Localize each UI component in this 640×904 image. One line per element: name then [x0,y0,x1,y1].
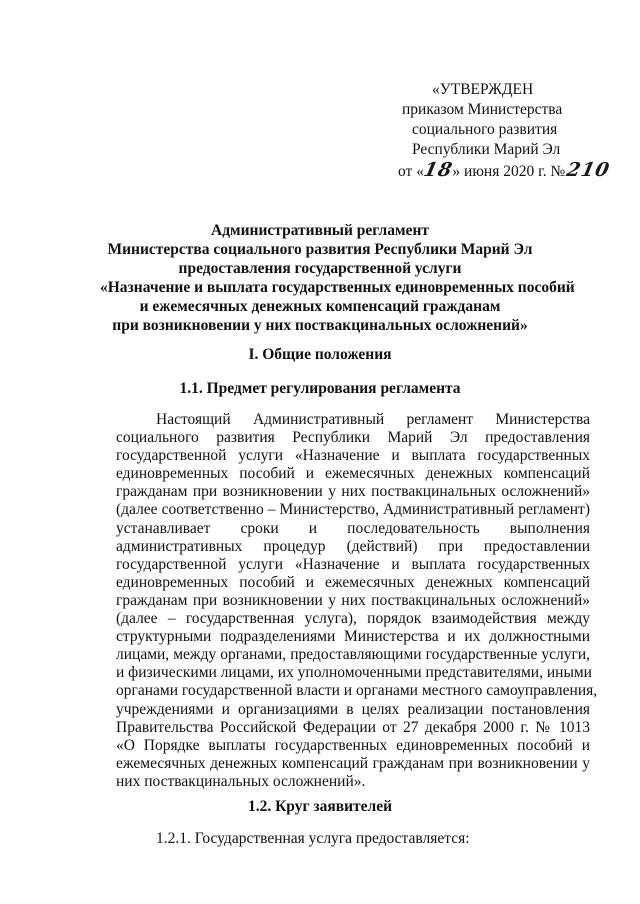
paragraph-line: и физическими лицами, их уполномоченными представителями, иными [116,664,592,682]
section-heading-general: I. Общие положения [248,346,392,363]
paragraph-line: учреждениями и организациями в целях реализации постановления [116,700,590,718]
paragraph-line: (далее – государственная услуга), порядок взаимодействия между [116,610,590,628]
date-prefix: от « [398,163,424,180]
handwritten-order-number: 210 [564,159,613,181]
subsection-heading-subject: 1.1. Предмет регулирования регламента [179,380,461,397]
paragraph-line: «О Порядке выплаты государственных единовременных пособий и [116,736,590,754]
paragraph-line: государственной услуги «Назначение и выплата государственных [116,447,590,465]
paragraph-line: единовременных пособий и ежемесячных денежных компенсаций [116,465,590,483]
paragraph-line: административных процедур (действий) при предоставлении [116,537,590,555]
approval-line-republic: Республики Марий Эл [412,141,561,158]
date-middle: » июня 2020 г. № [452,163,566,180]
paragraph-line: государственной услуги «Назначение и выплата государственных [116,555,590,573]
paragraph-line: ежемесячных денежных компенсаций гражданам при возникновении у [116,754,590,772]
approval-line-date [360,159,613,182]
clause-1-2-1: 1.2.1. Государственная услуга предоставляется: [156,830,470,847]
approval-line-order: приказом Министерства [402,101,563,118]
paragraph-subject [116,411,598,791]
title-line: предоставления государственной услуги [178,260,462,277]
title-line: и ежемесячных денежных компенсаций гражданам [139,298,501,315]
paragraph-line: органами государственной власти и органами местного самоуправления, [116,682,598,700]
approval-line-approved: «УТВЕРЖДЕН [432,81,534,98]
paragraph-line: устанавливает сроки и последовательность выполнения [116,519,590,537]
paragraph-line: лицами, между органами, предоставляющими государственные услуги, [116,646,590,664]
paragraph-line: социального развития Республики Марий Эл предоставления [116,429,590,447]
title-line: при возникновении у них поствакцинальных осложнений» [112,317,528,334]
subsection-heading-applicants: 1.2. Круг заявителей [247,798,393,815]
paragraph-line: гражданам при возникновении у них поствакцинальных осложнений» [116,483,590,501]
paragraph-line: гражданам при возникновении у них поствакцинальных осложнений» [116,591,590,609]
paragraph-line: Настоящий Административный регламент Министерства [156,411,590,428]
approval-line-ministry: социального развития [412,121,558,138]
approval-stamp [360,80,613,182]
title-line: «Назначение и выплата государственных единовременных пособий [100,279,575,296]
paragraph-line: единовременных пособий и ежемесячных денежных компенсаций [116,573,590,591]
paragraph-line: структурными подразделениями Министерства и их должностными [116,628,590,646]
handwritten-day: 18 [421,159,455,181]
paragraph-line: (далее соответственно – Министерство, Административный регламент) [116,501,590,519]
paragraph-line: них поствакцинальных осложнений». [116,772,366,790]
document-title [100,221,575,335]
title-line: Административный регламент [211,222,429,239]
title-line: Министерства социального развития Республики Марий Эл [107,241,533,258]
paragraph-line: Правительства Российской Федерации от 27 декабря 2000 г. № 1013 [116,718,590,736]
